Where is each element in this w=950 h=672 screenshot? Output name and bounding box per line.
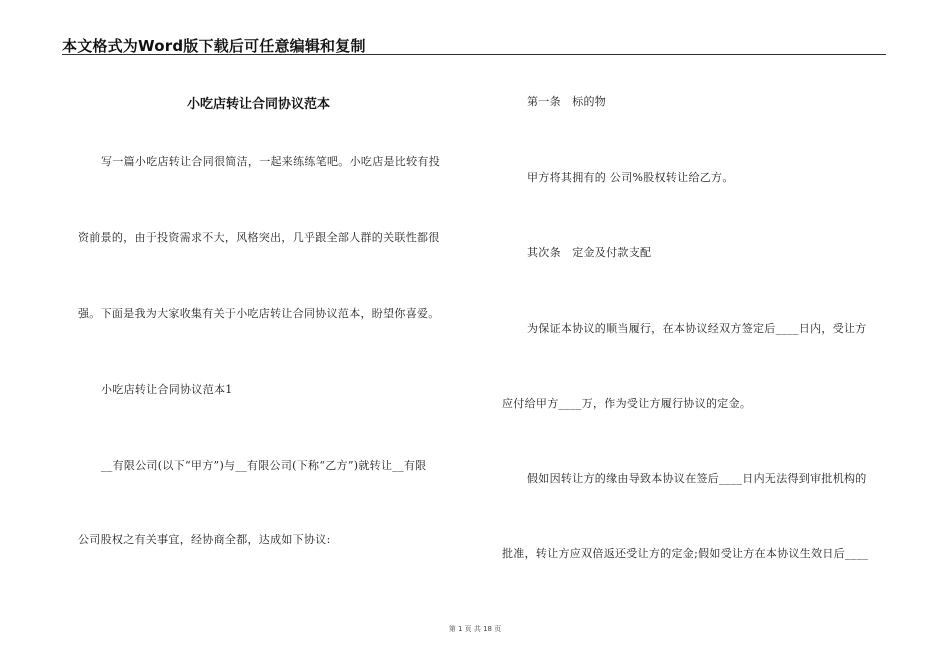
left-paragraph-line: 写一篇小吃店转让合同很简洁，一起来练练笔吧。小吃店是比较有投 bbox=[101, 155, 440, 168]
right-paragraph-line: 批准，转让方应双倍返还受让方的定金;假如受让方在本协议生效日后____ bbox=[502, 547, 869, 560]
left-paragraph-line: __有限公司(以下“甲方”)与__有限公司(下称“乙方”)就转让__有限 bbox=[101, 459, 427, 472]
right-paragraph-line: 为保证本协议的顺当履行，在本协议经双方签定后____日内，受让方 bbox=[527, 322, 867, 335]
left-paragraph-line: 强。下面是我为大家收集有关于小吃店转让合同协议范本，盼望你喜爱。 bbox=[78, 307, 440, 320]
left-section-heading: 小吃店转让合同协议范本1 bbox=[101, 383, 233, 396]
left-paragraph-line: 公司股权之有关事宜，经协商全都，达成如下协议: bbox=[78, 533, 331, 546]
header-banner: 本文格式为Word版下载后可任意编辑和复制 bbox=[62, 37, 366, 55]
header-divider bbox=[62, 54, 886, 55]
page-number: 第 1 页 共 18 页 bbox=[448, 625, 502, 633]
right-clause-heading: 其次条 定金及付款支配 bbox=[527, 246, 652, 259]
right-paragraph-line: 假如因转让方的缘由导致本协议在签后____日内无法得到审批机构的 bbox=[527, 472, 867, 485]
document-title: 小吃店转让合同协议范本 bbox=[187, 97, 331, 112]
right-clause-heading: 第一条 标的物 bbox=[527, 95, 607, 108]
right-paragraph-line: 甲方将其拥有的 公司%股权转让给乙方。 bbox=[527, 171, 734, 184]
right-paragraph-line: 应付给甲方____万，作为受让方履行协议的定金。 bbox=[502, 397, 752, 410]
left-paragraph-line: 资前景的，由于投资需求不大，风格突出，几乎跟全部人群的关联性都很 bbox=[78, 231, 440, 244]
